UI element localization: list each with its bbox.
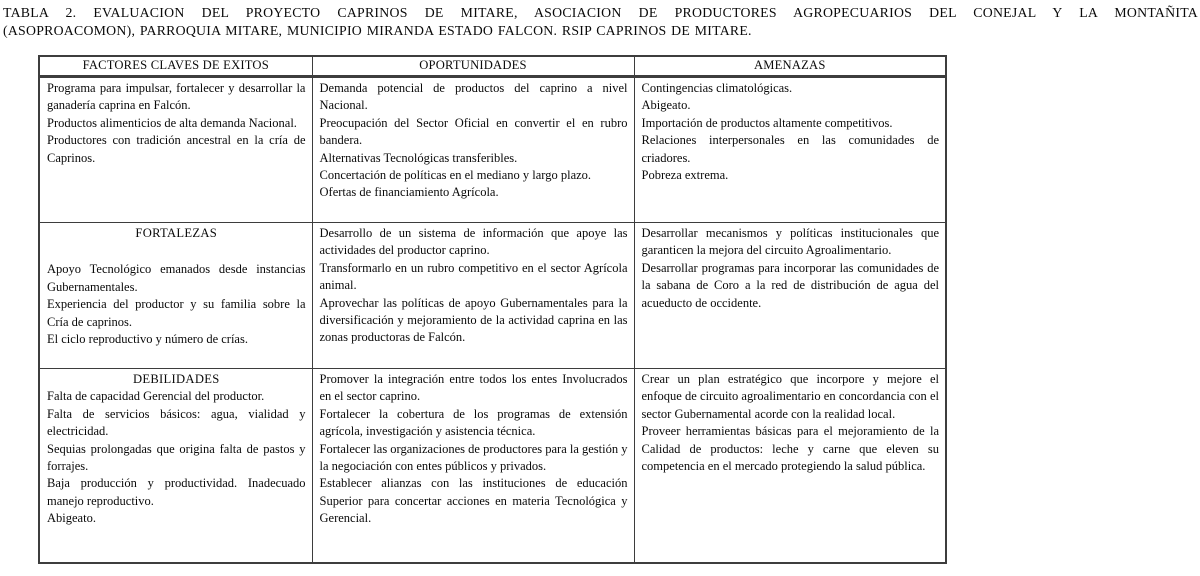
cell-paragraph: Pobreza extrema. bbox=[641, 168, 729, 183]
header-row bbox=[39, 56, 946, 77]
cell-paragraph: Programa para impulsar, fortalecer y desarrollar la ganadería caprina en Falcón. bbox=[47, 81, 306, 113]
cell-paragraph: Productos alimenticios de alta demanda Nacional. bbox=[47, 115, 297, 130]
cell-paragraph: Productores con tradición ancestral en la cría de Caprinos. bbox=[47, 133, 306, 165]
cell-paragraph: Transformarlo en un rubro competitivo en el sector Agrícola animal. bbox=[319, 260, 628, 293]
cell-paragraph: Abigeato. bbox=[641, 98, 691, 113]
cell-amenazas-3 bbox=[634, 369, 946, 563]
cell-paragraph: Contingencias climatológicas. bbox=[641, 81, 793, 95]
debilidades-heading: DEBILIDADES bbox=[132, 372, 220, 386]
cell-paragraph: Crear un plan estratégico que incorpore y mejore el enfoque de circuito agroalimentario en concordancia con el sector Gubernamental acorde con la realidad local. bbox=[641, 372, 939, 421]
cell-paragraph: Experiencia del productor y su familia sobre la Cría de caprinos. bbox=[47, 297, 306, 329]
table-row-fortalezas bbox=[39, 223, 946, 369]
table-caption bbox=[3, 4, 1198, 39]
cell-paragraph: Demanda potencial de productos del caprino a nivel Nacional. bbox=[319, 81, 628, 113]
table-row-debilidades bbox=[39, 369, 946, 563]
cell-paragraph: Falta de capacidad Gerencial del productor. bbox=[47, 389, 265, 404]
cell-paragraph: Sequias prolongadas que origina falta de pastos y forrajes. bbox=[47, 441, 306, 474]
cell-debilidades bbox=[39, 369, 312, 563]
table-row-exitos bbox=[39, 77, 946, 223]
cell-paragraph: Concertación de políticas en el mediano y largo plazo. bbox=[319, 168, 592, 183]
cell-paragraph: Fortalecer la cobertura de los programas de extensión agrícola, investigación y asistencia técnica. bbox=[319, 406, 628, 439]
cell-oportunidades-3 bbox=[312, 369, 634, 563]
cell-exitos bbox=[39, 77, 312, 223]
cell-paragraph: Relaciones interpersonales en las comunidades de criadores. bbox=[641, 133, 939, 165]
cell-paragraph: Alternativas Tecnológicas transferibles. bbox=[319, 150, 518, 165]
cell-amenazas-1 bbox=[634, 77, 946, 223]
cell-paragraph: Establecer alianzas con las instituciones de educación Superior para concertar acciones en materia Tecnológica y Gerencial. bbox=[319, 476, 628, 526]
fortalezas-items bbox=[47, 261, 306, 348]
cell-paragraph: Promover la integración entre todos los entes Involucrados en el sector caprino. bbox=[319, 372, 628, 404]
cell-paragraph: Fortalecer las organizaciones de productores para la gestión y la negociación con entes públicos y privados. bbox=[319, 441, 628, 474]
column-header-factores-claves: FACTORES CLAVES DE EXITOS bbox=[39, 56, 312, 77]
cell-paragraph: El ciclo reproductivo y número de crías. bbox=[47, 332, 248, 347]
cell-paragraph: Desarrollar mecanismos y políticas institucionales que garanticen la mejora del circuito Agroalimentario. bbox=[641, 226, 939, 258]
cell-paragraph: Importación de productos altamente competitivos. bbox=[641, 115, 893, 130]
table-caption-line-1: TABLA 2. EVALUACION DEL PROYECTO CAPRINOS DE MITARE, ASOCIACION DE PRODUCTORES AGROPECUARIOS DEL CONEJAL Y LA MONTAÑITA bbox=[3, 5, 1198, 20]
cell-oportunidades-2 bbox=[312, 223, 634, 369]
fortalezas-heading: FORTALEZAS bbox=[135, 226, 218, 240]
column-header-oportunidades: OPORTUNIDADES bbox=[312, 56, 634, 77]
cell-paragraph: Desarrollar programas para incorporar las comunidades de la sabana de Coro a la red de distribución de agua del acueducto de occidente. bbox=[641, 260, 939, 310]
cell-paragraph: Falta de servicios básicos: agua, vialidad y electricidad. bbox=[47, 406, 306, 439]
cell-paragraph: Abigeato. bbox=[47, 511, 96, 526]
swot-evaluation-table bbox=[38, 55, 947, 564]
cell-paragraph: Baja producción y productividad. Inadecuado manejo reproductivo. bbox=[47, 476, 306, 508]
debilidades-items bbox=[47, 388, 306, 527]
cell-paragraph: Ofertas de financiamiento Agrícola. bbox=[319, 185, 499, 200]
cell-paragraph: Proveer herramientas básicas para el mejoramiento de la Calidad de productos: leche y carne que eleven su competencia en el mercado protegiendo la salud pública. bbox=[641, 424, 939, 474]
cell-fortalezas bbox=[39, 223, 312, 369]
column-header-amenazas: AMENAZAS bbox=[634, 56, 946, 77]
table-caption-line-2: (ASOPROACOMON), PARROQUIA MITARE, MUNICIPIO MIRANDA ESTADO FALCON. RSIP CAPRINOS DE MITARE. bbox=[3, 22, 752, 38]
cell-paragraph: Apoyo Tecnológico emanados desde instancias Gubernamentales. bbox=[47, 262, 306, 294]
cell-oportunidades-1 bbox=[312, 77, 634, 223]
cell-paragraph: Desarrollo de un sistema de información que apoye las actividades del productor caprino. bbox=[319, 226, 628, 258]
cell-paragraph: Preocupación del Sector Oficial en convertir el en rubro bandera. bbox=[319, 115, 628, 148]
cell-paragraph: Aprovechar las políticas de apoyo Gubernamentales para la diversificación y mejoramiento de la actividad caprina en las zonas productoras de Falcón. bbox=[319, 295, 628, 345]
cell-amenazas-2 bbox=[634, 223, 946, 369]
